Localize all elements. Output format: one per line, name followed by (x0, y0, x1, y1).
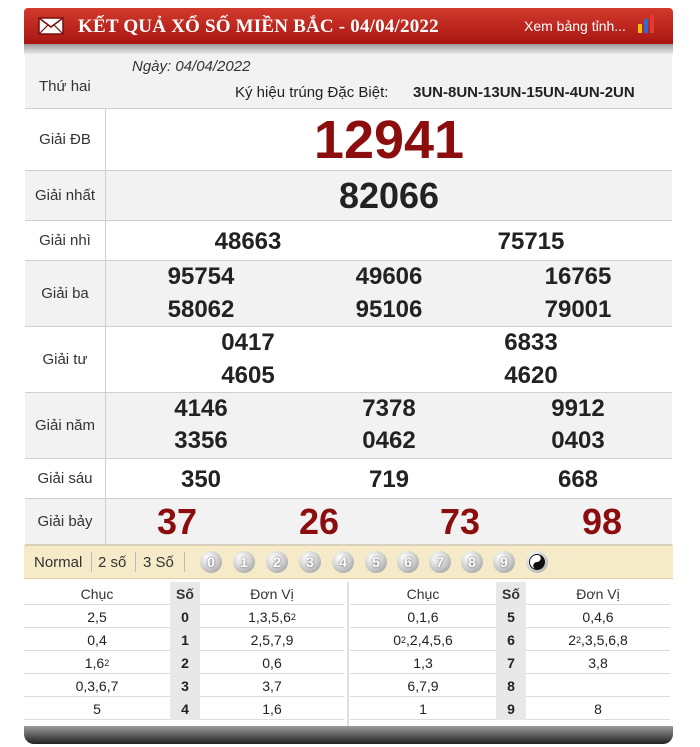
loto-chuc: 5 (93, 700, 101, 717)
loto-donvi-text: ,3,5,6,8 (581, 631, 628, 648)
prize-number-nam: 9912 (551, 395, 605, 422)
digit-ball-9[interactable]: 9 (493, 551, 515, 573)
yin-yang-icon[interactable] (526, 551, 548, 573)
loto-chuc (350, 628, 496, 651)
col-header-chuc: Chục (406, 585, 440, 602)
loto-donvi-text: 1,3,5,6 (248, 608, 291, 625)
loto-chuc (24, 651, 170, 674)
loto-so: 7 (496, 651, 526, 674)
prize-number-sau: 668 (557, 466, 599, 493)
weekday-label: Thứ hai (39, 78, 91, 95)
digit-ball-1[interactable]: 1 (233, 551, 255, 573)
tab-normal[interactable]: Normal (34, 554, 83, 571)
loto-chuc: 1,3 (413, 654, 433, 671)
loto-donvi-sup: 2 (576, 634, 582, 645)
prize-number-nam: 0403 (551, 427, 605, 454)
prize-label-nam: Giải năm (25, 393, 106, 458)
prize-label-bay: Giải bảy (25, 499, 106, 544)
tab-2-so[interactable]: 2 số (98, 554, 127, 571)
prize-number-bay: 37 (156, 501, 198, 542)
tab-3-so[interactable]: 3 Số (143, 554, 174, 571)
prize-number-tu: 4605 (221, 362, 275, 389)
prize-number-ba: 49606 (355, 263, 423, 290)
loto-so: 4 (170, 697, 200, 720)
prize-number-ba: 58062 (167, 296, 235, 323)
page-title: KẾT QUẢ XỔ SỐ MIỀN BẮC - 04/04/2022 (78, 16, 439, 37)
prize-label-ba: Giải ba (25, 261, 106, 326)
digit-ball-6[interactable]: 6 (397, 551, 419, 573)
loto-donvi: 0,6 (262, 654, 282, 671)
prize-number-nhi: 48663 (214, 228, 282, 255)
prize-number-ba: 16765 (544, 263, 612, 290)
prize-number-bay: 73 (439, 501, 481, 542)
prize-number-nhi: 75715 (497, 228, 565, 255)
loto-so: 3 (170, 674, 200, 697)
col-header-so: Số (170, 582, 200, 605)
header-bar (24, 8, 673, 44)
tab-divider (184, 552, 185, 572)
loto-so: 9 (496, 697, 526, 720)
prize-number-tu: 6833 (504, 329, 558, 356)
loto-so: 0 (170, 605, 200, 628)
prize-number-sau: 719 (368, 466, 410, 493)
prize-number-bay: 98 (581, 501, 623, 542)
loto-donvi: 3,8 (588, 654, 608, 671)
loto-row (24, 605, 344, 628)
digit-ball-5[interactable]: 5 (365, 551, 387, 573)
loto-donvi: 2,5,7,9 (250, 631, 294, 648)
loto-row (350, 628, 670, 651)
loto-chuc: 1 (419, 700, 427, 717)
prize-number-nam: 4146 (174, 395, 228, 422)
draw-date: Ngày: 04/04/2022 (132, 58, 251, 75)
prize-row-ba (25, 261, 672, 327)
loto-header-row (350, 582, 670, 605)
info-row (25, 54, 672, 109)
loto-chuc-sup: 2 (401, 634, 407, 645)
loto-chuc-pre: 0 (393, 631, 402, 648)
prize-row-nhat (25, 171, 672, 221)
digit-ball-2[interactable]: 2 (266, 551, 288, 573)
display-mode-bar (24, 545, 673, 579)
prize-row-nam (25, 393, 672, 459)
loto-row (350, 651, 670, 674)
chart-icon[interactable] (636, 14, 658, 34)
loto-chuc-text: 1,6 (84, 654, 105, 671)
prize-row-tu (25, 327, 672, 393)
loto-chuc: 0,3,6,7 (75, 677, 119, 694)
tab-divider (135, 552, 136, 572)
loto-header-row (24, 582, 344, 605)
loto-chuc: 0,4 (87, 631, 107, 648)
loto-donvi (526, 628, 670, 651)
loto-so: 8 (496, 674, 526, 697)
mail-icon (38, 16, 64, 36)
prize-label-sau: Giải sáu (25, 459, 106, 498)
prize-number-bay: 26 (298, 501, 340, 542)
prize-number-nam: 3356 (174, 427, 228, 454)
prize-row-nhi (25, 221, 672, 261)
tab-divider (91, 552, 92, 572)
prize-label-db: Giải ĐB (25, 109, 106, 170)
prize-number-nhat: 82066 (338, 175, 440, 216)
loto-chuc-sup: 2 (104, 657, 110, 668)
prize-label-nhi: Giải nhì (25, 221, 106, 260)
loto-so: 5 (496, 605, 526, 628)
loto-table (24, 582, 673, 726)
loto-row (24, 628, 344, 651)
loto-donvi: 0,4,6 (582, 608, 614, 625)
prize-row-bay (25, 499, 672, 545)
loto-donvi (526, 674, 670, 697)
loto-donvi: 8 (594, 700, 602, 717)
prize-label-nhat: Giải nhất (25, 171, 106, 220)
prize-number-ba: 95106 (355, 296, 423, 323)
loto-divider (347, 582, 349, 726)
loto-donvi: 1,6 (262, 700, 282, 717)
digit-ball-0[interactable]: 0 (200, 551, 222, 573)
loto-chuc: 0,1,6 (407, 608, 439, 625)
loto-so: 2 (170, 651, 200, 674)
loto-donvi-pre: 2 (568, 631, 577, 648)
special-code-value: 3UN-8UN-13UN-15UN-4UN-2UN (413, 84, 635, 101)
loto-so: 6 (496, 628, 526, 651)
footer-bar (24, 726, 673, 744)
prize-number-nam: 0462 (362, 427, 416, 454)
loto-chuc: 2,5 (87, 608, 107, 625)
loto-donvi: 3,7 (262, 677, 282, 694)
col-header-so: Số (496, 582, 526, 605)
prize-number-ba: 95754 (167, 263, 235, 290)
digit-ball-7[interactable]: 7 (429, 551, 451, 573)
prize-number-sau: 350 (180, 466, 222, 493)
prize-number-ba: 79001 (544, 296, 612, 323)
prize-number-nam: 7378 (362, 395, 416, 422)
loto-chuc-text: ,2,4,5,6 (406, 631, 453, 648)
results-panel (24, 8, 673, 744)
digit-ball-4[interactable]: 4 (332, 551, 354, 573)
digit-ball-8[interactable]: 8 (461, 551, 483, 573)
loto-row (24, 651, 344, 674)
digit-ball-3[interactable]: 3 (299, 551, 321, 573)
col-header-donvi: Đơn Vị (576, 585, 620, 602)
loto-row (24, 697, 344, 720)
view-provinces-link[interactable]: Xem bảng tỉnh... (524, 18, 626, 34)
col-header-chuc: Chục (80, 585, 114, 602)
prize-number-tu: 0417 (221, 329, 275, 356)
loto-row (24, 674, 344, 697)
loto-donvi (200, 605, 344, 628)
loto-row (350, 674, 670, 697)
loto-donvi-sup: 2 (290, 611, 296, 622)
prize-number-db: 12941 (313, 110, 465, 170)
prize-number-tu: 4620 (504, 362, 558, 389)
prize-row-sau (25, 459, 672, 499)
special-code-label: Ký hiệu trúng Đặc Biệt: (235, 84, 389, 101)
header-shadow (24, 44, 673, 54)
col-header-donvi: Đơn Vị (250, 585, 294, 602)
loto-row (350, 697, 670, 720)
loto-so: 1 (170, 628, 200, 651)
prize-label-tu: Giải tư (25, 327, 106, 392)
prize-row-db (25, 109, 672, 171)
loto-chuc: 6,7,9 (407, 677, 439, 694)
loto-row (350, 605, 670, 628)
